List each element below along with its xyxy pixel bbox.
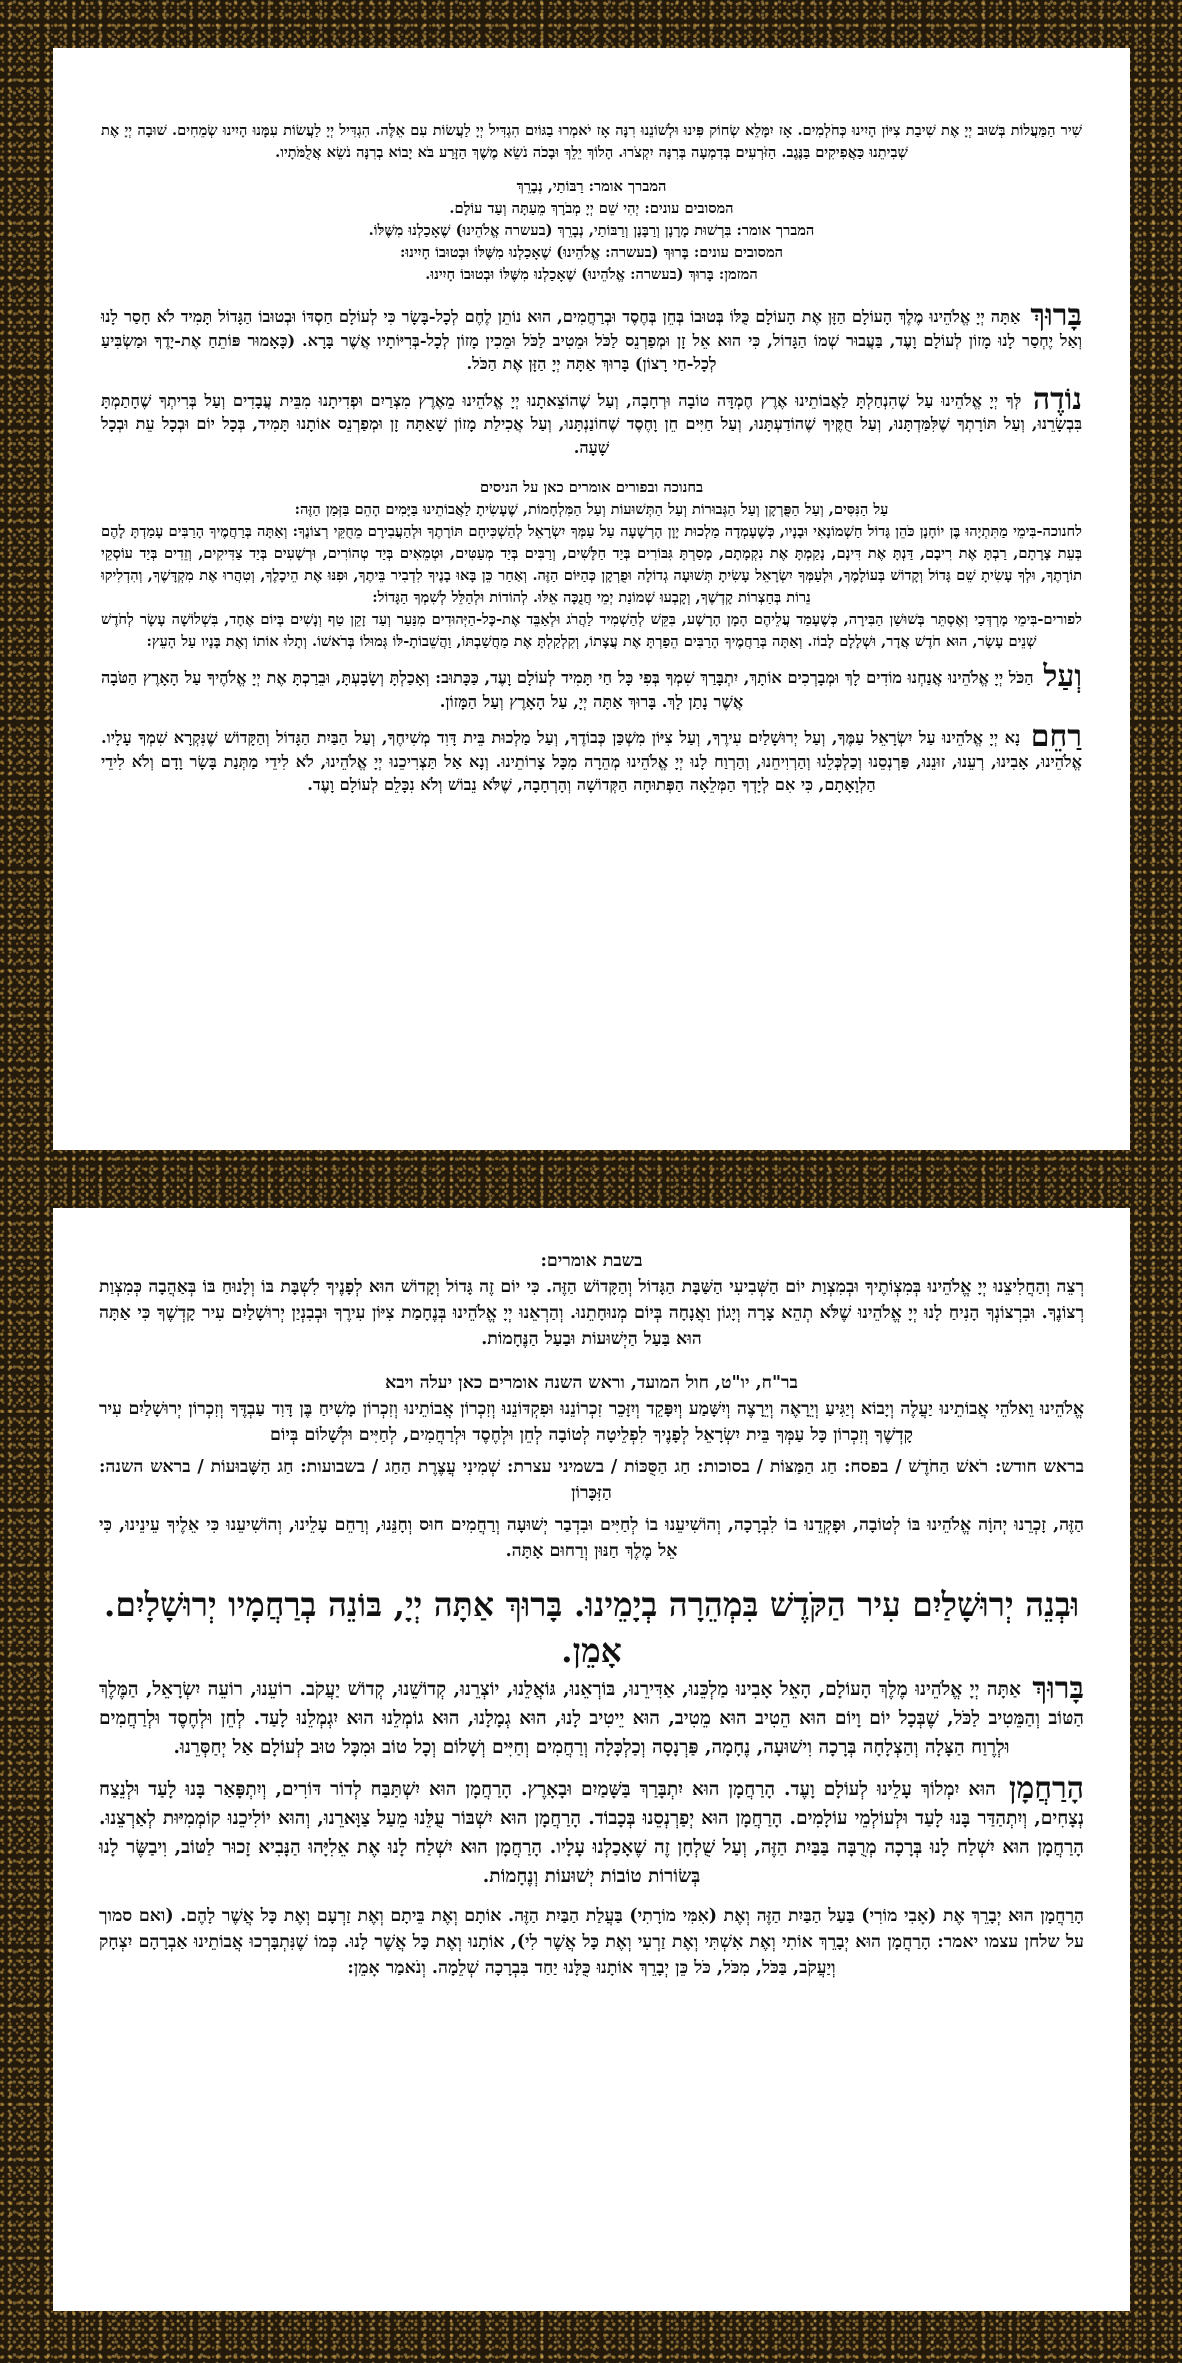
rachem-opening: רַחֵם [1030,719,1083,754]
shir-hamaalot: שִׁיר הַמַּעֲלוֹת בְּשׁוּב יְיָ אֶת שִׁיבַת צִיּוֹן הָיִינוּ כְּחֹלְמִים. אָז יִמָּלֵא שְׂחוֹק פִּינוּ וּלְשׁוֹנֵנוּ רִנָּה אָז יֹאמְרוּ בַגּוֹיִם הִגְדִּיל יְיָ לַעֲשׂוֹת עִם אֵלֶּה. הִגְדִּיל יְיָ לַעֲשׂוֹת עִמָּנוּ הָיִינוּ שְׂמֵחִים. שׁוּבָה יְיָ אֶת שְׁבִיתֵנוּ כַּאֲפִיקִים בַּנֶּגֶב. הַזֹּרְעִים בְּדִמְעָה בְּרִנָּה יִקְצֹרוּ. הָלוֹךְ יֵלֵךְ וּבָכֹה נֹשֵׂא מֶשֶׁךְ הַזָּרַע בֹּא יָבוֹא בְרִנָּה נֹשֵׂא אֲלֻמֹּתָיו. [101,122,1082,161]
bracha-haaretz [101,381,1083,460]
harachaman-text: הוּא יִמְלוֹךְ עָלֵינוּ לְעוֹלָם וָעֶד. הָרַחֲמָן הוּא יִתְבָּרַךְ בַּשָּׁמַיִם וּבָאָרֶץ. הָרַחֲמָן הוּא יִשְׁתַּבַּח לְדוֹר דּוֹרִים, וְיִתְפָּאַר בָּנוּ לָעַד וּלְנֵצַח נְצָחִים, וְיִתְהַדַּר בָּנוּ לָעַד וּלְעוֹלְמֵי עוֹלָמִים. הָרַחֲמָן הוּא יְפַרְנְסֵנוּ בְּכָבוֹד. הָרַחֲמָן הוּא יִשְׁבּוֹר עֻלֵּנוּ מֵעַל צַוָּארֵנוּ, וְהוּא יוֹלִיכֵנוּ קוֹמְמִיּוּת לְאַרְצֵנוּ. הָרַחֲמָן הוּא יִשְׁלַח לָנוּ בְּרָכָה מְרֻבָּה בַּבַּיִת הַזֶּה, וְעַל שֻׁלְחָן זֶה שֶׁאָכַלְנוּ עָלָיו. הָרַחֲמָן הוּא יִשְׁלַח לָנוּ אֶת אֵלִיָּהוּ הַנָּבִיא זָכוּר לַטּוֹב, וִיבַשֶּׂר לָנוּ בְּשׂוֹרוֹת טוֹבוֹת יְשׁוּעוֹת וְנֶחָמוֹת. [99,1779,1084,1887]
al-hanisim: עַל הַנִּסִּים, וְעַל הַפֻּרְקָן וְעַל הַגְּבוּרוֹת וְעַל הַתְּשׁוּעוֹת וְעַל הַמִּלְחָמוֹת, שֶׁעָשִׂיתָ לַאֲבוֹתֵינוּ בַּיָּמִים הָהֵם בַּזְּמַן הַזֶּה: [294,501,889,518]
yaaleh-veyavo: אֱלֹהֵינוּ וֵאלֹהֵי אֲבוֹתֵינוּ יַעֲלֶה וְיָבוֹא וְיַגִּיעַ וְיֵרָאֶה וְיֵרָצֶה וְיִשָּׁמַע וְיִפָּקֵד וְיִזָּכֵר זִכְרוֹנֵנוּ וּפִקְדּוֹנֵנוּ וְזִכְרוֹן אֲבוֹתֵינוּ וְזִכְרוֹן מָשִׁיחַ בֶּן דָּוִד עַבְדֶּךָ וְזִכְרוֹן יְרוּשָׁלַיִם עִיר קָדְשֶׁךָ וְזִכְרוֹן כָּל עַמְּךָ בֵּית יִשְׂרָאֵל לְפָנֶיךָ לִפְלֵיטָה לְטוֹבָה לְחֵן וּלְחֶסֶד וּלְרַחֲמִים, לְחַיִּים וּלְשָׁלוֹם בְּיוֹם [99,1399,1084,1445]
bracha-hazan [101,298,1082,376]
veal-hakol [101,659,1082,713]
al-hanisim-chanukah: לחנוכה-בִּימֵי מַתִּתְיָהוּ בֶּן יוֹחָנָן כֹּהֵן גָּדוֹל חַשְׁמוֹנָאִי וּבָנָיו, כְּשֶׁעָמְדָה מַלְכוּת יָוָן הָרְשָׁעָה עַל עַמְּךָ יִשְׂרָאֵל לְהַשְׁכִּיחָם תּוֹרָתֶךָ וּלְהַעֲבִירָם מֵחֻקֵּי רְצוֹנֶךָ: וְאַתָּה בְּרַחֲמֶיךָ הָרַבִּים עָמַדְתָּ לָהֶם בְּעֵת צָרָתָם, רַבְתָּ אֶת רִיבָם, דַּנְתָּ אֶת דִּינָם, נָקַמְתָּ אֶת נִקְמָתָם, מָסַרְתָּ גִּבּוֹרִים בְּיַד חַלָּשִׁים, וְרַבִּים בְּיַד מְעַטִּים, וּטְמֵאִים בְּיַד טְהוֹרִים, וּרְשָׁעִים בְּיַד צַדִּיקִים, וְזֵדִים בְּיַד עוֹסְקֵי תוֹרָתֶךָ, וּלְךָ עָשִׂיתָ שֵׁם גָּדוֹל וְקָדוֹשׁ בְּעוֹלָמֶךָ, וּלְעַמְּךָ יִשְׂרָאֵל עָשִׂיתָ תְּשׁוּעָה גְדוֹלָה וּפֻרְקָן כְּהַיּוֹם הַזֶּה. וְאַחַר כֵּן בָּאוּ בָנֶיךָ לִדְבִיר בֵּיתֶךָ, וּפִנּוּ אֶת הֵיכָלֶךָ, וְטִהֲרוּ אֶת מִקְדָּשֶׁךָ, וְהִדְלִיקוּ נֵרוֹת בְּחַצְרוֹת קָדְשֶׁךָ, וְקָבְעוּ שְׁמוֹנַת יְמֵי חֲנֻכָּה אֵלּוּ. לְהוֹדוֹת וּלְהַלֵּל לְשִׁמְךָ הַגָּדוֹל: [101,523,1082,606]
closing-blessing: הָרַחֲמָן הוּא יְבָרֵךְ אֶת (אָבִי מוֹרִי) בַּעַל הַבַּיִת הַזֶּה וְאֶת (אִמִּי מוֹרָתִי) בַּעֲלַת הַבַּיִת הַזֶּה. אוֹתָם וְאֶת בֵּיתָם וְאֶת זַרְעָם וְאֶת כָּל אֲשֶׁר לָהֶם. (ואם סמוך על שלחן עצמו יאמר: הָרַחֲמָן הוּא יְבָרֵךְ אוֹתִי וְאֶת אִשְׁתִּי וְאֶת זַרְעִי וְאֶת כָּל אֲשֶׁר לִי), אוֹתָנוּ וְאֶת כָּל אֲשֶׁר לָנוּ. כְּמוֹ שֶׁנִּתְבָּרְכוּ אֲבוֹתֵינוּ אַבְרָהָם יִצְחָק וְיַעֲקֹב, בַּכֹּל, מִכֹּל, כֹּל כֵּן יְבָרֵךְ אוֹתָנוּ כֻּלָּנוּ יַחַד בִּבְרָכָה שְׁלֵמָה. וְנֹאמַר אָמֵן: [99,1906,1084,1978]
bracha-haaretz-text: לְּךָ יְיָ אֱלֹהֵינוּ עַל שֶׁהִנְחַלְתָּ לַאֲבוֹתֵינוּ אֶרֶץ חֶמְדָּה טוֹבָה וּרְחָבָה, וְעַל שֶׁהוֹצֵאתָנוּ יְיָ אֱלֹהֵינוּ מֵאֶרֶץ מִצְרַיִם וּפְדִיתָנוּ מִבֵּית עֲבָדִים וְעַל בְּרִיתְךָ שֶׁחָתַמְתָּ בִּבְשָׂרֵנוּ, וְעַל תּוֹרָתְךָ שֶׁלִּמַּדְתָּנוּ, וְעַל חֻקֶּיךָ שֶׁהוֹדַעְתָּנוּ, וְעַל חַיִּים חֵן וָחֶסֶד שֶׁחוֹנַנְתָּנוּ, וְעַל אֲכִילַת מָזוֹן שָׁאַתָּה זָן וּמְפַרְנֵס אוֹתָנוּ תָּמִיד, בְּכָל יוֹם וּבְכָל עֵת וּבְכָל שָׁעָה. [101,390,1082,457]
bracha-hazan-opening: בָּרוּךְ [1030,298,1082,333]
yaaleh-conclusion: הַזֶּה, זָכְרֵנוּ יְהוָֹה אֱלֹהֵינוּ בּוֹ לְטוֹבָה, וּפָקְדֵנוּ בוֹ לִבְרָכָה, וְהוֹשִׁיעֵנוּ בוֹ לְחַיִּים וּבִדְבַר יְשׁוּעָה וְרַחֲמִים חוּס וְחָנֵּנוּ, וְרַחֵם עָלֵינוּ, וְהוֹשִׁיעֵנוּ כִּי אֵלֶיךָ עֵינֵינוּ, כִּי אֵל מֶלֶךְ חַנּוּן וְרַחוּם אָתָּה. [99,1515,1084,1561]
zimun-line-1: המברך אומר: רַבּוֹתַי, נְבָרֵךְ [516,178,667,195]
veal-hakol-text: הַכֹּל יְיָ אֱלֹהֵינוּ אֲנַחְנוּ מוֹדִים לָךְ וּמְבָרְכִים אוֹתָךְ, יִתְבָּרַךְ שִׁמְךָ בְּפִי כָּל חַי תָּמִיד לְעוֹלָם וָעֶד, כַּכָּתוּב: וְאָכַלְתָּ וְשָׂבָעְתָּ, וּבֵרַכְתָּ אֶת יְיָ אֱלֹהֶיךָ עַל הָאָרֶץ הַטֹּבָה אֲשֶׁר נָתַן לָךְ. בָּרוּךְ אַתָּה יְיָ, עַל הָאָרֶץ וְעַל הַמָּזוֹן. [101,668,1034,711]
yaaleh-heading: בר"ח, יו"ט, חול המועד, וראש השנה אומרים כאן יעלה ויבא [385,1373,798,1393]
chanukah-purim-heading: בחנוכה ובפורים אומרים כאן על הניסים [480,479,703,496]
bracha-hatov-vehameitiv [99,1671,1084,1762]
harachaman [99,1771,1084,1891]
shabbat-heading: בשבת אומרים: [540,1251,643,1271]
zimun-line-3: המברך אומר: בִּרְשׁוּת מָרָנָן וְרַבָּנָן וְרַבּוֹתַי, נְבָרֵךְ (בעשרה אֱלֹהֵינוּ) שֶׁאָכַלְנוּ מִשֶּׁלּוֹ. [368,222,815,239]
holiday-insertions: בראש חודש: רֹאשׁ הַחֹדֶשׁ / בפסח: חַג הַמַּצּוֹת / בסוכות: חַג הַסֻּכּוֹת / בשמיני עצרת: שְׁמִינִי עֲצֶרֶת הַחַג / בשבועות: חַג הַשָּׁבוּעוֹת / בראש השנה: הַזִּכָּרוֹן [99,1457,1084,1503]
bracha-hazan-text: אַתָּה יְיָ אֱלֹהֵינוּ מֶלֶךְ הָעוֹלָם הַזָּן אֶת הָעוֹלָם כֻּלּוֹ בְּטוּבוֹ בְּחֵן בְּחֶסֶד וּבְרַחֲמִים, הוּא נוֹתֵן לֶחֶם לְכָל-בָּשָׂר כִּי לְעוֹלָם חַסְדּוֹ וּבְטוּבוֹ הַגָּדוֹל תָּמִיד לֹא חָסַר לָנוּ וְאַל יֶחְסַר לָנוּ מָזוֹן לְעוֹלָם וָעֶד, בַּעֲבוּר שְׁמוֹ הַגָּדוֹל, כִּי הוּא אֵל זָן וּמְפַרְנֵס לַכֹּל וּמֵטִיב לַכֹּל וּמֵכִין מָזוֹן לְכָל-בְּרִיּוֹתָיו אֲשֶׁר בָּרָא. (כָּאָמוּר פּוֹתֵחַ אֶת-יָדֶךָ וּמַשְׂבִּיעַ לְכָל-חַי רָצוֹן) בָּרוּךְ אַתָּה יְיָ הַזָּן אֶת הַכֹּל. [101,307,1082,373]
veal-hakol-opening: וְעַל [1043,659,1082,694]
bracha-haaretz-opening: נוֹדֶה [1032,381,1083,417]
al-hanisim-purim: לפורים-בִּימֵי מָרְדְּכַי וְאֶסְתֵּר בְּשׁוּשַׁן הַבִּירָה, כְּשֶׁעָמַד עֲלֵיהֶם הָמָן הָרָשָׁע, בִּקֵּשׁ לְהַשְׁמִיד לַהֲרֹג וּלְאַבֵּד אֶת-כָּל-הַיְּהוּדִים מִנַּעַר וְעַד זָקֵן טַף וְנָשִׁים בְּיוֹם אֶחָד, בִּשְׁלוֹשָׁה עָשָׂר לְחֹדֶשׁ שְׁנֵים עָשָׂר, הוּא חֹדֶשׁ אֲדָר, וּשְׁלָלָם לָבוֹז. וְאַתָּה בְּרַחֲמֶיךָ הָרַבִּים הֵפַרְתָּ אֶת עֲצָתוֹ, וְקִלְקַלְתָּ אֶת מַחֲשַׁבְתּוֹ, וַהֲשֵׁבוֹתָ-לּוֹ גְּמוּלוֹ בְּרֹאשׁוֹ. וְתָלוּ אוֹתוֹ וְאֶת בָּנָיו עַל הָעֵץ: [101,611,1082,650]
retzeh: רְצֵה וְהַחֲלִיצֵנוּ יְיָ אֱלֹהֵינוּ בְּמִצְוֹתֶיךָ וּבְמִצְוַת יוֹם הַשְּׁבִיעִי הַשַּׁבָּת הַגָּדוֹל וְהַקָּדוֹשׁ הַזֶּה. כִּי יוֹם זֶה גָּדוֹל וְקָדוֹשׁ הוּא לְפָנֶיךָ לִשְׁבָּת בּוֹ וְלָנוּחַ בּוֹ בְּאַהֲבָה כְּמִצְוַת רְצוֹנֶךָ. וּבִרְצוֹנְךָ הָנִיחַ לָנוּ יְיָ אֱלֹהֵינוּ שֶׁלֹּא תְהֵא צָרָה וְיָגוֹן וַאֲנָחָה בְּיוֹם מְנוּחָתֵנוּ. וְהַרְאֵנוּ יְיָ אֱלֹהֵינוּ בְּנֶחָמַת צִיּוֹן עִירֶךָ וּבְבִנְיַן יְרוּשָׁלַיִם עִיר קָדְשֶׁךָ כִּי אַתָּה הוּא בַּעַל הַיְשׁוּעוֹת וּבַעַל הַנֶּחָמוֹת. [99,1277,1084,1349]
zimun-line-2: המסובים עונים: יְהִי שֵׁם יְיָ מְבֹרָךְ מֵעַתָּה וְעַד עוֹלָם. [449,200,734,217]
bracha-hatov-opening: בָּרוּךְ [1032,1671,1084,1706]
bracha-hatov-text: אַתָּה יְיָ אֱלֹהֵינוּ מֶלֶךְ הָעוֹלָם, הָאֵל אָבִינוּ מַלְכֵּנוּ, אַדִּירֵנוּ, בּוֹרְאֵנוּ, גּוֹאֲלֵנוּ, יוֹצְרֵנוּ, קְדוֹשֵׁנוּ, קְדוֹשׁ יַעֲקֹב. רוֹעֵנוּ, רוֹעֵה יִשְׂרָאֵל, הַמֶּלֶךְ הַטּוֹב וְהַמֵּטִיב לַכֹּל, שֶׁבְּכָל יוֹם וָיוֹם הוּא הֵטִיב הוּא מֵטִיב, הוּא יֵיטִיב לָנוּ, הוּא גְמָלָנוּ, הוּא גוֹמְלֵנוּ הוּא יִגְמְלֵנוּ לָעַד. לְחֵן וּלְחֶסֶד וּלְרַחֲמִים וּלְרֶוַח הַצָּלָה וְהַצְלָחָה בְּרָכָה וִישׁוּעָה, נֶחָמָה, פַּרְנָסָה וְכַלְכָּלָה וְרַחֲמִים וְחַיִּים וְשָׁלוֹם וְכָל טוֹב וּמִכָּל טוּב לְעוֹלָם אַל יְחַסְּרֵנוּ. [99,1679,1084,1758]
birkat-hamazon-card-2 [53,1208,1130,2311]
rachem [101,719,1083,797]
birkat-hamazon-card-1 [53,48,1130,1150]
zimun-block [101,176,1082,286]
rachem-text: נָא יְיָ אֱלֹהֵינוּ עַל יִשְׂרָאֵל עַמֶּךָ, וְעַל יְרוּשָׁלַיִם עִירֶךָ, וְעַל צִיּוֹן מִשְׁכַּן כְּבוֹדֶךָ, וְעַל מַלְכוּת בֵּית דָּוִד מְשִׁיחֶךָ, וְעַל הַבַּיִת הַגָּדוֹל וְהַקָּדוֹשׁ שֶׁנִּקְרָא שִׁמְךָ עָלָיו. אֱלֹהֵינוּ, אָבִינוּ, רְעֵנוּ, זוּנֵנוּ, פַּרְנְסֵנוּ וְכַלְכְּלֵנוּ וְהַרְוִיחֵנוּ, וְהַרְוַח לָנוּ יְיָ אֱלֹהֵינוּ מְהֵרָה מִכָּל צָרוֹתֵינוּ. וְנָא אַל תַּצְרִיכֵנוּ יְיָ אֱלֹהֵינוּ, לֹא לִידֵי מַתְּנַת בָּשָׂר וָדָם וְלֹא לִידֵי הַלְוָאָתָם, כִּי אִם לְיָדְךָ הַמְּלֵאָה הַפְּתוּחָה הַקְּדוֹשָׁה וְהָרְחָבָה, שֶׁלֹּא נֵבוֹשׁ וְלֹא נִכָּלֵם לְעוֹלָם וָעֶד. [101,728,1082,794]
harachaman-opening: הָרַחֲמָן [1008,1771,1084,1806]
zimun-line-5: המזמן: בָּרוּךְ (בעשרה: אֱלֹהֵינוּ) שֶׁאָכַלְנוּ מִשֶּׁלּוֹ וּבְטוּבוֹ חָיִינוּ. [425,266,758,283]
zimun-line-4: המסובים עונים: בָּרוּךְ (בעשרה: אֱלֹהֵינוּ) שֶׁאָכַלְנוּ מִשֶּׁלּוֹ וּבְטוּבוֹ חָיִינוּ: [399,244,784,261]
uvneh-yerushalayim: וּבְנֵה יְרוּשָׁלַיִם עִיר הַקֹּדֶשׁ בִּמְהֵרָה בְיָמֵינוּ. בָּרוּךְ אַתָּה יְיָ, בּוֹנֵה בְרַחֲמָיו יְרוּשָׁלָיִם. אָמֵן. [103,1585,1080,1670]
